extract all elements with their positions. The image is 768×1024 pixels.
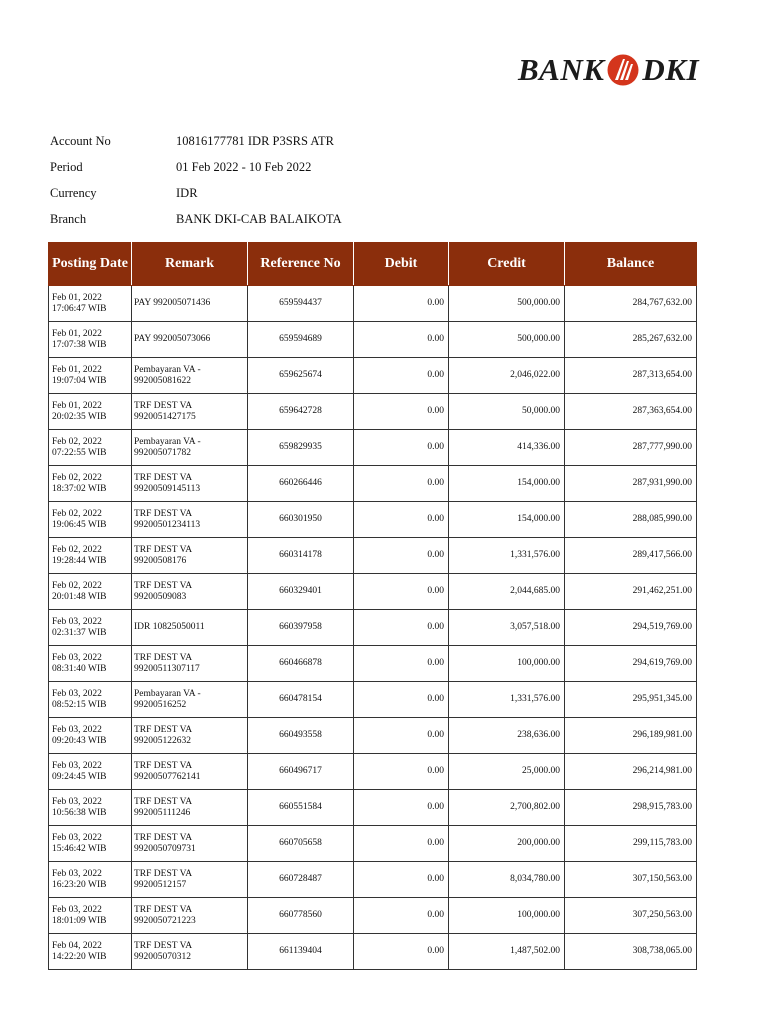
remark-line-2: 992005071782 [134, 447, 191, 458]
credit-cell: 154,000.00 [449, 502, 565, 538]
posting-date: Feb 03, 2022 [52, 832, 102, 843]
table-row [49, 934, 697, 970]
transaction-table [48, 242, 697, 970]
credit-cell: 1,331,576.00 [449, 682, 565, 718]
balance-cell: 288,085,990.00 [565, 502, 697, 538]
remark-line-2: 992005122632 [134, 735, 191, 746]
debit-cell: 0.00 [354, 934, 449, 970]
table-row [49, 646, 697, 682]
header-credit: Credit [449, 243, 565, 286]
remark-line-1: TRF DEST VA [134, 544, 193, 555]
posting-time: 15:46:42 WIB [52, 843, 107, 854]
posting-date-cell [49, 466, 132, 502]
posting-time: 19:28:44 WIB [52, 555, 107, 566]
reference-no-cell: 660496717 [248, 754, 354, 790]
posting-date-cell [49, 286, 132, 322]
remark-line-2: 9920050721223 [134, 915, 196, 926]
table-header-row [49, 243, 697, 286]
posting-time: 18:37:02 WIB [52, 483, 107, 494]
posting-time: 08:31:40 WIB [52, 663, 107, 674]
credit-cell: 154,000.00 [449, 466, 565, 502]
balance-cell: 284,767,632.00 [565, 286, 697, 322]
credit-cell: 25,000.00 [449, 754, 565, 790]
reference-no-cell: 659829935 [248, 430, 354, 466]
debit-cell: 0.00 [354, 718, 449, 754]
posting-date-cell [49, 718, 132, 754]
remark-line-1: TRF DEST VA [134, 472, 193, 483]
balance-cell: 285,267,632.00 [565, 322, 697, 358]
table-row [49, 898, 697, 934]
credit-cell: 2,700,802.00 [449, 790, 565, 826]
remark-line-1: IDR 10825050011 [134, 622, 205, 632]
remark-cell [132, 934, 248, 970]
debit-cell: 0.00 [354, 538, 449, 574]
debit-cell: 0.00 [354, 754, 449, 790]
posting-date-cell [49, 394, 132, 430]
table-row [49, 682, 697, 718]
reference-no-cell: 660705658 [248, 826, 354, 862]
remark-cell [132, 322, 248, 358]
posting-date-cell [49, 610, 132, 646]
posting-date: Feb 03, 2022 [52, 688, 102, 699]
debit-cell: 0.00 [354, 322, 449, 358]
remark-line-1: PAY 992005071436 [134, 298, 211, 308]
balance-cell: 287,931,990.00 [565, 466, 697, 502]
credit-cell: 500,000.00 [449, 286, 565, 322]
currency-row [50, 180, 342, 206]
remark-line-1: TRF DEST VA [134, 760, 193, 771]
posting-date: Feb 01, 2022 [52, 328, 102, 339]
info-value: 01 Feb 2022 - 10 Feb 2022 [176, 159, 312, 174]
table-row [49, 754, 697, 790]
info-label: Period [50, 159, 83, 174]
balance-cell: 296,189,981.00 [565, 718, 697, 754]
balance-cell: 289,417,566.00 [565, 538, 697, 574]
remark-line-1: Pembayaran VA - [134, 688, 201, 699]
debit-cell: 0.00 [354, 394, 449, 430]
posting-date-cell [49, 682, 132, 718]
credit-cell: 1,487,502.00 [449, 934, 565, 970]
posting-date-cell [49, 754, 132, 790]
credit-cell: 414,336.00 [449, 430, 565, 466]
table-row [49, 358, 697, 394]
reference-no-cell: 660493558 [248, 718, 354, 754]
remark-line-1: TRF DEST VA [134, 832, 193, 843]
posting-time: 08:52:15 WIB [52, 699, 107, 710]
remark-line-2: 9920050709731 [134, 843, 196, 854]
credit-cell: 2,044,685.00 [449, 574, 565, 610]
logo-text-right: DKI [642, 52, 700, 87]
header-remark: Remark [132, 243, 248, 286]
info-value: 10816177781 IDR P3SRS ATR [176, 133, 335, 148]
remark-line-1: Pembayaran VA - [134, 436, 201, 447]
remark-cell [132, 862, 248, 898]
remark-cell [132, 502, 248, 538]
credit-cell: 238,636.00 [449, 718, 565, 754]
debit-cell: 0.00 [354, 502, 449, 538]
credit-cell: 200,000.00 [449, 826, 565, 862]
remark-cell [132, 718, 248, 754]
posting-date: Feb 03, 2022 [52, 616, 102, 627]
balance-cell: 294,619,769.00 [565, 646, 697, 682]
posting-date: Feb 03, 2022 [52, 904, 102, 915]
table-row [49, 502, 697, 538]
posting-date: Feb 02, 2022 [52, 544, 102, 555]
table-row [49, 826, 697, 862]
remark-line-1: TRF DEST VA [134, 724, 193, 735]
balance-cell: 308,738,065.00 [565, 934, 697, 970]
remark-line-2: 99200511307117 [134, 663, 200, 674]
reference-no-cell: 660397958 [248, 610, 354, 646]
posting-date-cell [49, 934, 132, 970]
remark-cell [132, 790, 248, 826]
posting-date: Feb 01, 2022 [52, 292, 102, 303]
table-row [49, 430, 697, 466]
debit-cell: 0.00 [354, 682, 449, 718]
posting-time: 19:07:04 WIB [52, 375, 107, 386]
posting-date-cell [49, 790, 132, 826]
credit-cell: 100,000.00 [449, 898, 565, 934]
header-posting-date: Posting Date [49, 243, 132, 286]
remark-line-2: 99200516252 [134, 699, 187, 710]
remark-cell [132, 682, 248, 718]
remark-cell [132, 574, 248, 610]
remark-line-1: TRF DEST VA [134, 580, 193, 591]
balance-cell: 287,363,654.00 [565, 394, 697, 430]
table-row [49, 862, 697, 898]
posting-date-cell [49, 646, 132, 682]
remark-cell [132, 538, 248, 574]
remark-cell [132, 358, 248, 394]
remark-line-1: TRF DEST VA [134, 652, 193, 663]
branch-row [50, 206, 342, 232]
balance-cell: 294,519,769.00 [565, 610, 697, 646]
debit-cell: 0.00 [354, 790, 449, 826]
reference-no-cell: 660266446 [248, 466, 354, 502]
posting-date: Feb 03, 2022 [52, 652, 102, 663]
remark-line-2: 99200512157 [134, 879, 187, 890]
info-label: Branch [50, 211, 87, 226]
credit-cell: 3,057,518.00 [449, 610, 565, 646]
header-debit: Debit [354, 243, 449, 286]
posting-time: 17:07:38 WIB [52, 339, 107, 350]
balance-cell: 287,777,990.00 [565, 430, 697, 466]
account-info [50, 128, 342, 232]
account-no-row [50, 128, 342, 154]
balance-cell: 299,115,783.00 [565, 826, 697, 862]
posting-date-cell [49, 862, 132, 898]
remark-cell [132, 394, 248, 430]
reference-no-cell: 660778560 [248, 898, 354, 934]
balance-cell: 295,951,345.00 [565, 682, 697, 718]
bank-logo [518, 52, 699, 88]
table-row [49, 574, 697, 610]
reference-no-cell: 660329401 [248, 574, 354, 610]
credit-cell: 100,000.00 [449, 646, 565, 682]
posting-date-cell [49, 538, 132, 574]
remark-line-2: 992005070312 [134, 951, 191, 962]
debit-cell: 0.00 [354, 862, 449, 898]
table-row [49, 466, 697, 502]
credit-cell: 8,034,780.00 [449, 862, 565, 898]
balance-cell: 307,250,563.00 [565, 898, 697, 934]
posting-date: Feb 02, 2022 [52, 472, 102, 483]
posting-time: 16:23:20 WIB [52, 879, 107, 890]
credit-cell: 2,046,022.00 [449, 358, 565, 394]
remark-line-2: 99200501234113 [134, 519, 201, 530]
remark-line-1: Pembayaran VA - [134, 364, 201, 375]
debit-cell: 0.00 [354, 646, 449, 682]
balance-cell: 287,313,654.00 [565, 358, 697, 394]
posting-time: 07:22:55 WIB [52, 447, 107, 458]
bank-dki-emblem-icon [606, 53, 640, 87]
remark-line-1: TRF DEST VA [134, 868, 193, 879]
table-row [49, 718, 697, 754]
table-row [49, 286, 697, 322]
posting-date: Feb 02, 2022 [52, 508, 102, 519]
remark-line-1: TRF DEST VA [134, 904, 193, 915]
remark-cell [132, 286, 248, 322]
remark-line-2: 99200508176 [134, 555, 187, 566]
reference-no-cell: 660314178 [248, 538, 354, 574]
credit-cell: 50,000.00 [449, 394, 565, 430]
posting-time: 20:01:48 WIB [52, 591, 107, 602]
posting-date-cell [49, 322, 132, 358]
remark-cell [132, 610, 248, 646]
header-balance: Balance [565, 243, 697, 286]
remark-cell [132, 898, 248, 934]
reference-no-cell: 659625674 [248, 358, 354, 394]
remark-line-2: 992005111246 [134, 807, 191, 818]
posting-date-cell [49, 826, 132, 862]
remark-cell [132, 430, 248, 466]
table-row [49, 322, 697, 358]
posting-date: Feb 04, 2022 [52, 940, 102, 951]
header-reference-no: Reference No [248, 243, 354, 286]
remark-cell [132, 826, 248, 862]
posting-date: Feb 02, 2022 [52, 436, 102, 447]
remark-cell [132, 466, 248, 502]
table-body [49, 286, 697, 970]
table-row [49, 394, 697, 430]
reference-no-cell: 661139404 [248, 934, 354, 970]
posting-time: 10:56:38 WIB [52, 807, 107, 818]
posting-date-cell [49, 430, 132, 466]
posting-time: 18:01:09 WIB [52, 915, 107, 926]
posting-date: Feb 02, 2022 [52, 580, 102, 591]
info-value: BANK DKI-CAB BALAIKOTA [176, 211, 342, 226]
balance-cell: 291,462,251.00 [565, 574, 697, 610]
info-label: Account No [50, 133, 111, 148]
table-row [49, 790, 697, 826]
posting-time: 19:06:45 WIB [52, 519, 107, 530]
posting-time: 17:06:47 WIB [52, 303, 107, 314]
info-value: IDR [176, 185, 198, 200]
posting-date-cell [49, 502, 132, 538]
table-row [49, 538, 697, 574]
debit-cell: 0.00 [354, 430, 449, 466]
debit-cell: 0.00 [354, 286, 449, 322]
remark-line-1: TRF DEST VA [134, 940, 193, 951]
debit-cell: 0.00 [354, 358, 449, 394]
remark-line-1: TRF DEST VA [134, 400, 193, 411]
reference-no-cell: 660728487 [248, 862, 354, 898]
remark-cell [132, 754, 248, 790]
reference-no-cell: 660466878 [248, 646, 354, 682]
remark-line-2: 99200509083 [134, 591, 187, 602]
debit-cell: 0.00 [354, 574, 449, 610]
posting-date: Feb 01, 2022 [52, 364, 102, 375]
remark-line-2: 9920051427175 [134, 411, 196, 422]
posting-date: Feb 03, 2022 [52, 868, 102, 879]
remark-line-2: 99200509145113 [134, 483, 201, 494]
balance-cell: 298,915,783.00 [565, 790, 697, 826]
reference-no-cell: 659642728 [248, 394, 354, 430]
posting-date: Feb 03, 2022 [52, 760, 102, 771]
remark-line-1: PAY 992005073066 [134, 334, 211, 344]
remark-line-1: TRF DEST VA [134, 508, 193, 519]
remark-line-2: 992005081622 [134, 375, 191, 386]
posting-time: 14:22:20 WIB [52, 951, 107, 962]
balance-cell: 296,214,981.00 [565, 754, 697, 790]
posting-date-cell [49, 574, 132, 610]
reference-no-cell: 659594689 [248, 322, 354, 358]
posting-time: 09:20:43 WIB [52, 735, 107, 746]
balance-cell: 307,150,563.00 [565, 862, 697, 898]
posting-date: Feb 01, 2022 [52, 400, 102, 411]
debit-cell: 0.00 [354, 610, 449, 646]
posting-date: Feb 03, 2022 [52, 796, 102, 807]
posting-time: 02:31:37 WIB [52, 627, 107, 638]
posting-date: Feb 03, 2022 [52, 724, 102, 735]
posting-date-cell [49, 358, 132, 394]
debit-cell: 0.00 [354, 466, 449, 502]
debit-cell: 0.00 [354, 898, 449, 934]
logo-text-left: BANK [518, 52, 605, 87]
remark-line-2: 99200507762141 [134, 771, 201, 782]
remark-cell [132, 646, 248, 682]
reference-no-cell: 660551584 [248, 790, 354, 826]
posting-time: 20:02:35 WIB [52, 411, 107, 422]
debit-cell: 0.00 [354, 826, 449, 862]
reference-no-cell: 660301950 [248, 502, 354, 538]
period-row [50, 154, 342, 180]
remark-line-1: TRF DEST VA [134, 796, 193, 807]
info-label: Currency [50, 185, 97, 200]
posting-date-cell [49, 898, 132, 934]
posting-time: 09:24:45 WIB [52, 771, 107, 782]
table-row [49, 610, 697, 646]
reference-no-cell: 660478154 [248, 682, 354, 718]
credit-cell: 500,000.00 [449, 322, 565, 358]
credit-cell: 1,331,576.00 [449, 538, 565, 574]
reference-no-cell: 659594437 [248, 286, 354, 322]
